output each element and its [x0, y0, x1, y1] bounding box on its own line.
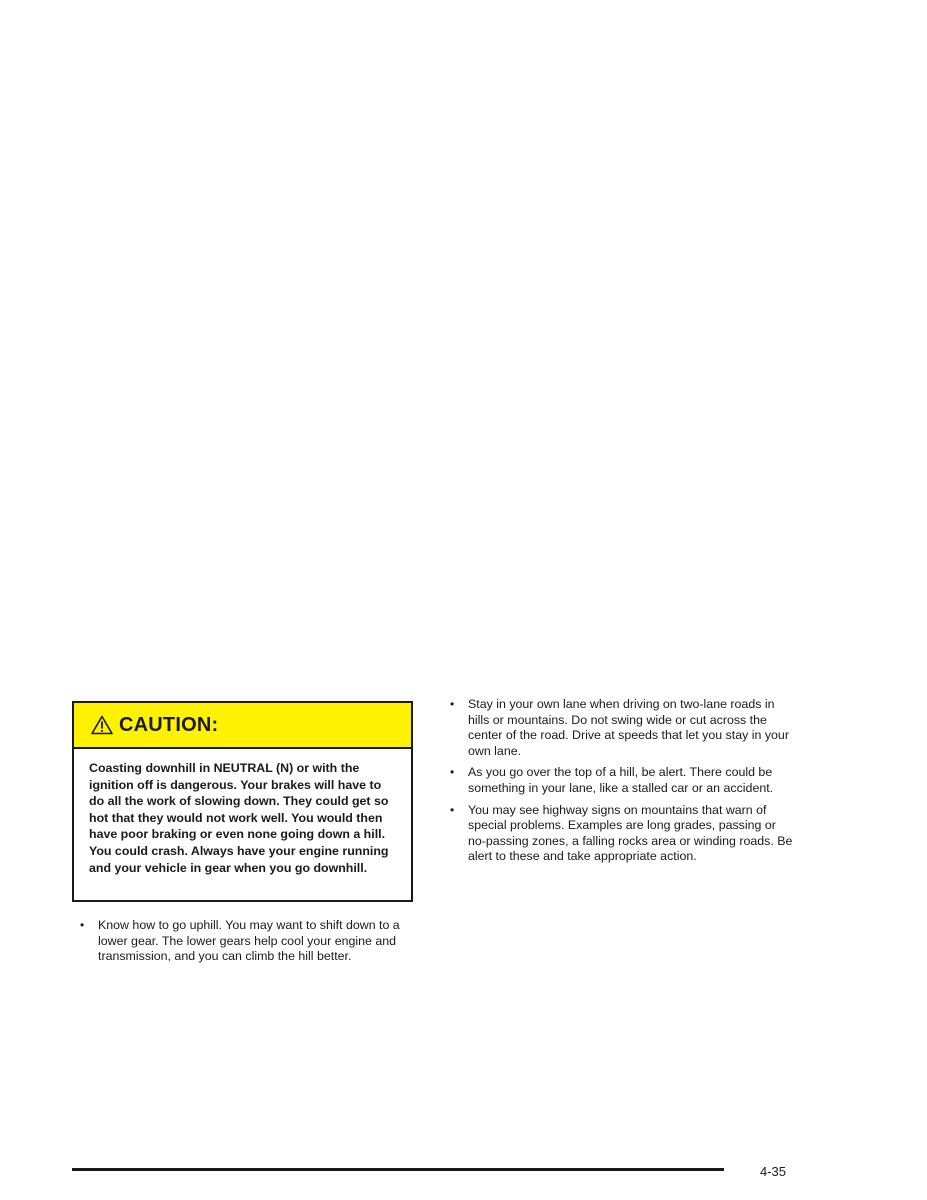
footer-rule [72, 1168, 724, 1171]
list-item-text: You may see highway signs on mountains that warn of special problems. Examples are long grades, passing or no-passing zones, a falling rocks area or winding roads. Be alert to these and take appropriate action. [468, 802, 793, 864]
bullet-icon: • [450, 697, 455, 711]
caution-box [72, 701, 413, 902]
list-item [450, 697, 795, 759]
bullet-icon: • [80, 918, 85, 932]
warning-triangle-icon [91, 715, 113, 735]
list-item-text: Know how to go uphill. You may want to shift down to a lower gear. The lower gears help cool your engine and transmission, and you can climb the hill better. [98, 918, 400, 964]
list-item [80, 918, 420, 965]
list-item-text: Stay in your own lane when driving on two-lane roads in hills or mountains. Do not swing wide or cut across the center of the road. Drive at speeds that let you stay in your own lane. [468, 697, 789, 758]
right-column [450, 697, 795, 871]
left-column [80, 918, 420, 971]
list-item [450, 765, 795, 796]
bullet-icon: • [450, 802, 455, 817]
caution-text: Coasting downhill in NEUTRAL (N) or with the ignition off is dangerous. Your brakes will have to do all the work of slowing down. They could get so hot that they would not work well. You would then have poor braking or even none going down a hill. You could crash. Always have your engine running and your vehicle in gear when you go downhill. [89, 761, 389, 875]
caution-header [74, 703, 411, 749]
list-item-text: As you go over the top of a hill, be alert. There could be something in your lane, like a stalled car or an accident. [468, 765, 774, 795]
page-number: 4-35 [760, 1164, 787, 1179]
bullet-icon: • [450, 765, 455, 780]
list-item [450, 803, 795, 865]
caution-title: CAUTION: [119, 713, 219, 736]
